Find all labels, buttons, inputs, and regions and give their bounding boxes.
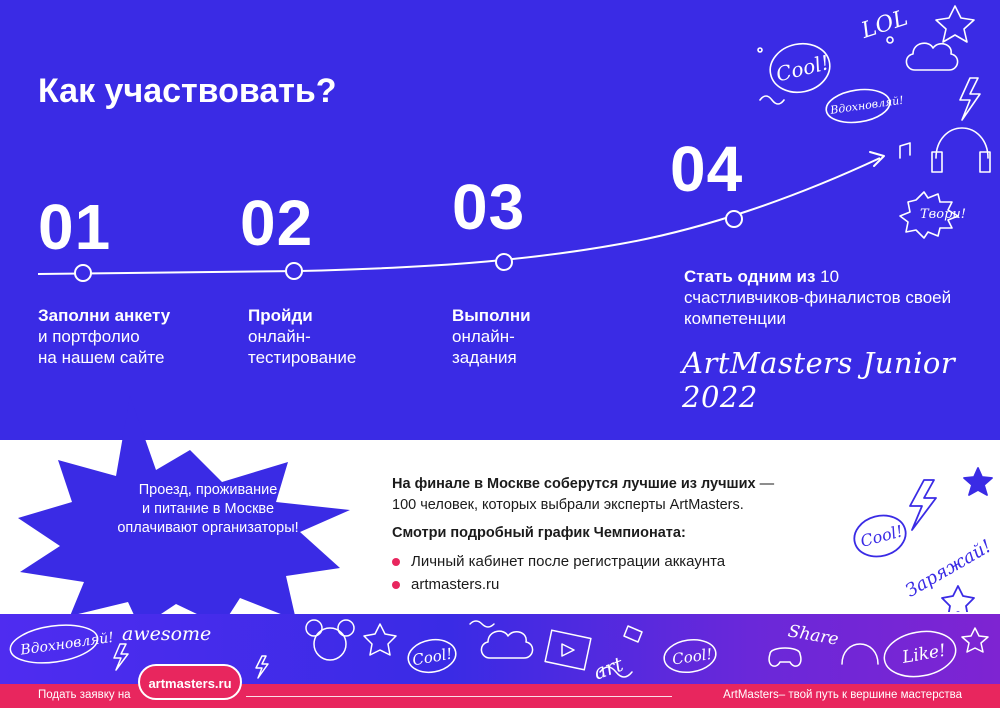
step-title: Выполни [452, 306, 531, 325]
mouse-ear-icon [338, 620, 354, 636]
star-icon [364, 624, 396, 655]
info-headline: На финале в Москве соберутся лучшие из лучших [392, 476, 756, 492]
step-number: 02 [240, 187, 314, 259]
footer-divider [246, 696, 672, 697]
timeline-marker-3 [496, 254, 512, 270]
doodle-inspire: Вдохновляй! [829, 93, 905, 117]
timeline-marker-2 [286, 263, 302, 279]
doodle-charge: Заряжай! [902, 535, 996, 602]
schedule-heading: Смотри подробный график Чемпионата: [392, 525, 686, 541]
step-text-1 [38, 305, 170, 368]
lightning-icon [256, 656, 268, 678]
bullet-dot-icon [392, 558, 400, 566]
mouse-head-icon [314, 628, 346, 660]
cloud-icon [906, 43, 957, 70]
step-title: Пройди [248, 306, 313, 325]
step-description: 10 счастливчиков-финалистов своей компетенции [684, 267, 952, 328]
film-icon [545, 630, 591, 670]
camera-icon [624, 626, 642, 642]
lightning-icon [910, 480, 936, 530]
info-block [392, 474, 862, 596]
gamepad-icon [769, 648, 801, 666]
step-number: 01 [38, 191, 112, 263]
lightning-icon [114, 644, 128, 670]
star-icon [936, 6, 974, 42]
doodle-cool: Cool! [773, 50, 832, 87]
doodle-share: Share [786, 621, 841, 650]
step-number: 03 [452, 171, 526, 243]
burst-text: Проезд, проживание и питание в Москве оплачивают организаторы! [117, 482, 299, 536]
step-description: онлайн- задания [452, 327, 517, 367]
event-logo-text: ArtMasters Junior 2022 [682, 346, 956, 414]
doodle-art: art [590, 651, 627, 684]
bullet-dot-icon [392, 581, 400, 589]
list-item[interactable] [392, 573, 862, 596]
star-icon [964, 468, 992, 495]
step-text-4 [684, 266, 964, 329]
headphones-icon [932, 128, 990, 172]
doodles-top [740, 0, 1000, 250]
step-text-3 [452, 305, 531, 368]
doodle-like: Like! [900, 640, 948, 668]
headphones-icon [842, 644, 878, 664]
squiggle-icon [470, 621, 494, 627]
doodle-inspire: Вдохновляй! [19, 629, 115, 659]
info-subline: 100 человек, которых выбрали эксперты ArtMasters. [392, 497, 744, 513]
step-description: онлайн- тестирование [248, 327, 357, 367]
footer-slogan: ArtMasters– твой путь к вершине мастерства [723, 689, 962, 701]
doodle-lol: LOL [858, 5, 912, 44]
dot-icon [887, 37, 893, 43]
doodle-cool: Cool! [858, 521, 905, 551]
doodle-cool: Cool! [671, 644, 714, 669]
footer-left-text: Подать заявку на [38, 689, 131, 701]
dot-icon [758, 48, 762, 52]
star-icon [942, 586, 974, 612]
doodle-cool: Cool! [410, 644, 454, 670]
doodle-create: Твори! [920, 207, 966, 222]
star-icon [962, 628, 988, 652]
mouse-ear-icon [306, 620, 322, 636]
doodles-right [840, 462, 1000, 612]
step-description: и портфолио на нашем сайте [38, 327, 165, 367]
step-text-2 [248, 305, 356, 368]
schedule-list [392, 550, 862, 596]
music-note-icon [900, 143, 910, 158]
list-item: Личный кабинет после регистрации аккаунта [392, 550, 862, 573]
doodle-awesome: awesome [122, 623, 212, 645]
lightning-icon [960, 78, 980, 120]
step-title: Стать одним из [684, 267, 816, 286]
step-title: Заполни анкету [38, 306, 171, 325]
cloud-icon [481, 631, 532, 658]
step-number: 04 [670, 133, 744, 205]
info-dash: — [755, 476, 775, 492]
site-link[interactable]: artmasters.ru [411, 576, 500, 593]
site-link-button[interactable]: artmasters.ru [138, 664, 242, 700]
play-icon [562, 644, 574, 656]
squiggle-icon [760, 96, 784, 104]
page-title: Как участвовать? [38, 72, 337, 110]
timeline-marker-1 [75, 265, 91, 281]
